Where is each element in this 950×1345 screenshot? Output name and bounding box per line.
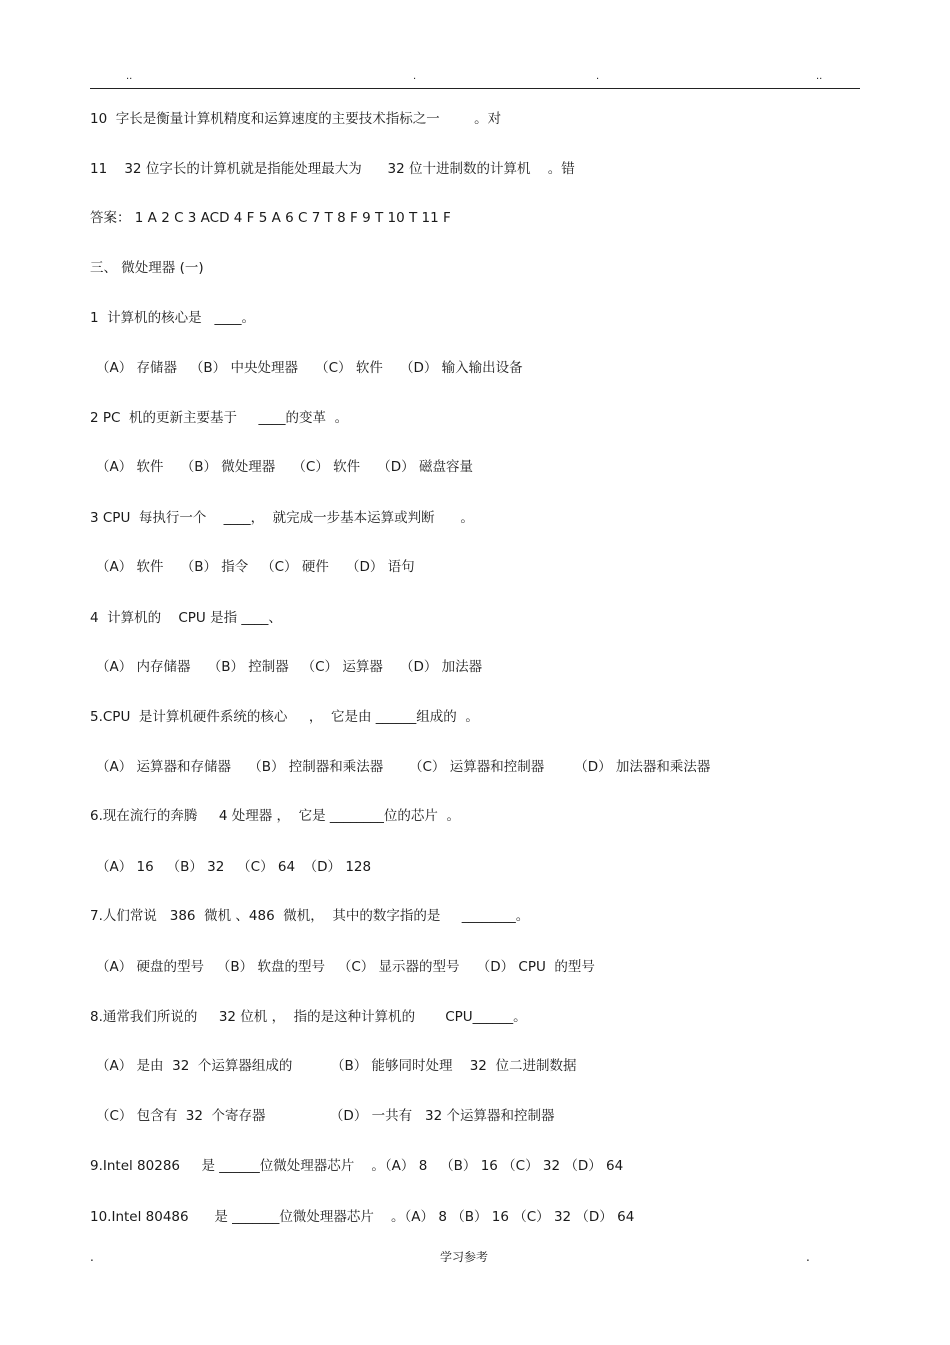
footer-left-dot: . [90,1250,94,1264]
question-6: 6.现在流行的奔腾 4 处理器 ， 它是 ________位的芯片 。 [90,808,460,824]
page-header-rule [90,68,860,89]
question-1: 1 计算机的核心是 ____。 [90,310,256,326]
question-4: 4 计算机的 CPU 是指 ____、 [90,610,282,626]
question-1-options: （A） 存储器 （B） 中央处理器 （C） 软件 （D） 输入输出设备 [96,360,523,376]
header-dots-1: .. [126,71,133,82]
question-3-options: （A） 软件 （B） 指令 （C） 硬件 （D） 语句 [96,559,415,575]
section-heading: 三、 微处理器 (一) [90,260,204,276]
header-dots-3: . [596,71,600,82]
question-11-truefalse: 11 32 位字长的计算机就是指能处理最大为 32 位十进制数的计算机 。错 [90,161,575,177]
footer-caption: 学习参考 [440,1250,489,1264]
question-10-truefalse: 10 字长是衡量计算机精度和运算速度的主要技术指标之一 。对 [90,111,502,127]
answer-key: 答案： 1 A 2 C 3 ACD 4 F 5 A 6 C 7 T 8 F 9 T 10 T 11 F [90,210,451,226]
question-6-options: （A） 16 （B） 32 （C） 64 （D） 128 [96,859,372,875]
question-8-options-ab: （A） 是由 32 个运算器组成的 （B） 能够同时处理 32 位二进制数据 [96,1058,577,1074]
question-4-options: （A） 内存储器 （B） 控制器 （C） 运算器 （D） 加法器 [96,659,483,675]
question-8: 8.通常我们所说的 32 位机 ， 指的是这种计算机的 CPU______。 [90,1009,527,1025]
question-2: 2 PC 机的更新主要基于 ____的变革 。 [90,410,349,426]
question-8-options-cd: （C） 包含有 32 个寄存器 （D） 一共有 32 个运算器和控制器 [96,1108,555,1124]
header-dots-4: .. [816,71,823,82]
question-3: 3 CPU 每执行一个 ____， 就完成一步基本运算或判断 。 [90,510,474,526]
question-7-options: （A） 硬盘的型号 （B） 软盘的型号 （C） 显示器的型号 （D） CPU 的型号 [96,959,595,975]
question-5-options: （A） 运算器和存储器 （B） 控制器和乘法器 （C） 运算器和控制器 （D） 加法器和乘法器 [96,759,711,775]
header-dots-2: . [413,71,417,82]
question-2-options: （A） 软件 （B） 微处理器 （C） 软件 （D） 磁盘容量 [96,459,473,475]
question-10: 10.Intel 80486 是 _______位微处理器芯片 。（A） 8 （B） 16 （C） 32 （D） 64 [90,1209,635,1225]
question-7: 7.人们常说 386 微机 、486 微机， 其中的数字指的是 ________。 [90,908,530,924]
footer-right-dot: . [806,1250,810,1264]
question-5: 5.CPU 是计算机硬件系统的核心 ， 它是由 ______组成的 。 [90,709,479,725]
question-9: 9.Intel 80286 是 ______位微处理器芯片 。（A） 8 （B） 16 （C） 32 （D） 64 [90,1158,624,1174]
